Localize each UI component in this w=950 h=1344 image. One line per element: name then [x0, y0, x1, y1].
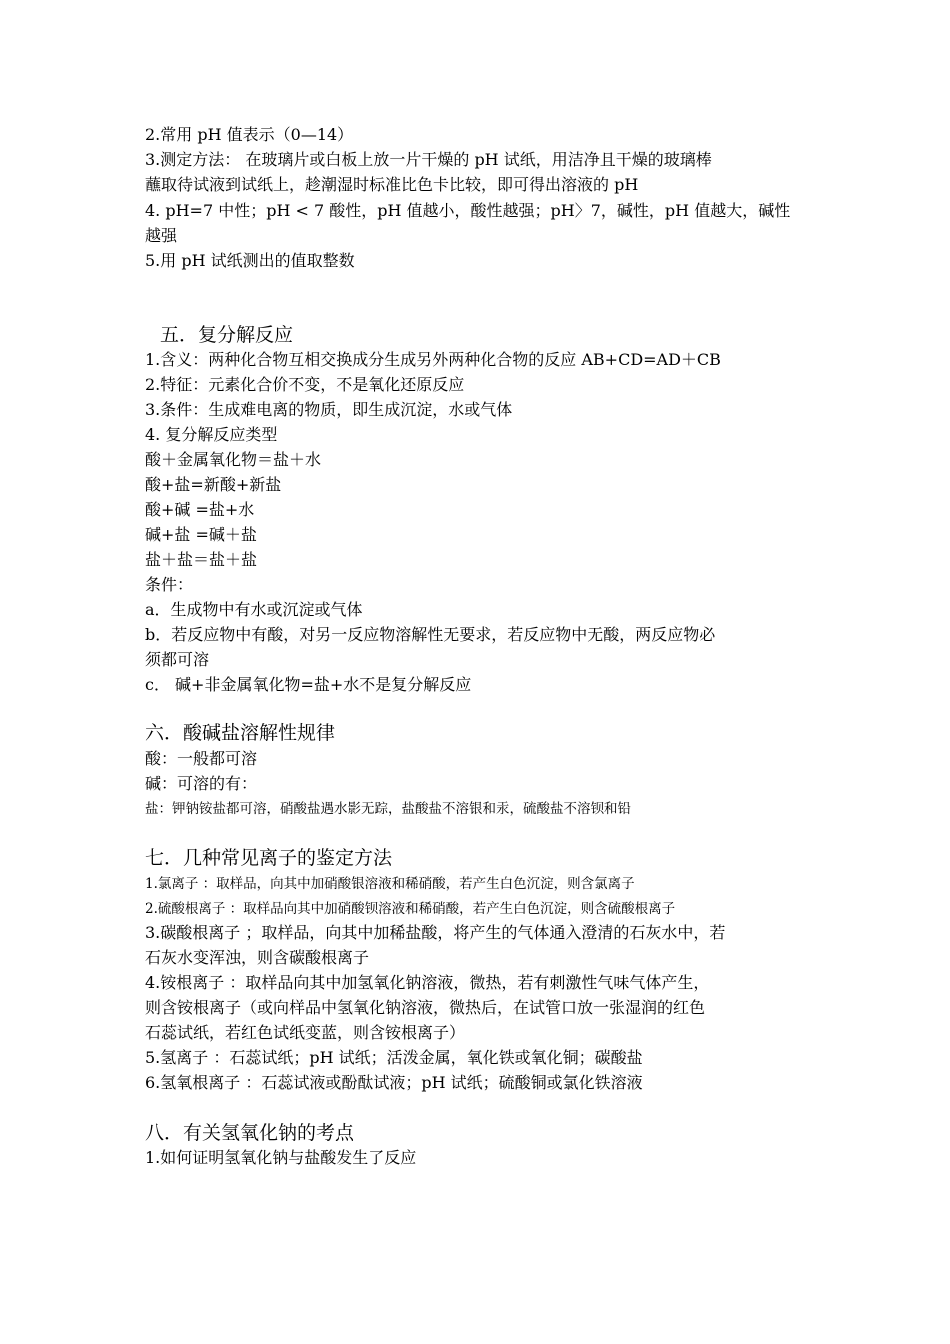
s7-line-3a: 3.碳酸根离子 ；取样品，向其中加稀盐酸，将产生的气体通入澄清的石灰水中，若 — [145, 923, 726, 942]
reaction-type-5: 盐＋盐＝盐＋盐 — [145, 550, 258, 569]
ph-line-3b: 蘸取待试液到试纸上，趁潮湿时标准比色卡比较，即可得出溶液的 pH — [145, 175, 639, 194]
section-7-heading: 七．几种常见离子的鉴定方法 — [145, 847, 393, 869]
s5-line-3: 3.条件：生成难电离的物质，即生成沉淀，水或气体 — [145, 400, 513, 419]
ph-line-4b: 越强 — [145, 226, 178, 245]
s6-base: 碱：可溶的有： — [145, 774, 258, 793]
ph-line-4a: 4. pH=7 中性；pH < 7 酸性，pH 值越小，酸性越强；pH〉7，碱性，pH 值越大，碱性 — [145, 201, 791, 220]
condition-b-1: b．若反应物中有酸，对另一反应物溶解性无要求，若反应物中无酸，两反应物必 — [145, 625, 716, 644]
ph-line-5: 5.用 pH 试纸测出的值取整数 — [145, 251, 355, 270]
section-8-heading: 八．有关氢氧化钠的考点 — [145, 1122, 355, 1144]
s6-acid: 酸：一般都可溶 — [145, 749, 258, 768]
condition-c: c． 碱+非金属氧化物=盐+水不是复分解反应 — [145, 675, 472, 694]
s7-line-6: 6.氢氧根离子 ：石蕊试液或酚酞试液；pH 试纸；硫酸铜或氯化铁溶液 — [145, 1073, 643, 1092]
s7-line-3b: 石灰水变浑浊，则含碳酸根离子 — [145, 948, 370, 967]
section-6-heading: 六．酸碱盐溶解性规律 — [145, 722, 336, 744]
s7-line-4b: 则含铵根离子（或向样品中氢氧化钠溶液，微热后，在试管口放一张湿润的红色 — [145, 998, 706, 1017]
section-5-heading: 五．复分解反应 — [160, 324, 294, 346]
conditions-label: 条件： — [145, 575, 194, 594]
ph-line-2: 2.常用 pH 值表示（0—14） — [145, 125, 354, 144]
s6-salt: 盐：钾钠铵盐都可溶，硝酸盐遇水影无踪，盐酸盐不溶银和汞，硫酸盐不溶钡和铅 — [145, 801, 631, 817]
condition-b-2: 须都可溶 — [145, 650, 210, 669]
s7-line-1: 1.氯离子 ：取样品，向其中加硝酸银溶液和稀硝酸，若产生白色沉淀，则含氯离子 — [145, 876, 635, 892]
condition-a: a．生成物中有水或沉淀或气体 — [145, 600, 363, 619]
s8-line-1: 1.如何证明氢氧化钠与盐酸发生了反应 — [145, 1148, 417, 1167]
reaction-type-3: 酸+碱 =盐+水 — [145, 500, 255, 519]
reaction-type-4: 碱+盐 =碱＋盐 — [145, 525, 257, 544]
s5-line-1: 1.含义：两种化合物互相交换成分生成另外两种化合物的反应 AB+CD=AD＋CB — [145, 350, 721, 369]
reaction-type-2: 酸+盐=新酸+新盐 — [145, 475, 282, 494]
s5-line-4: 4. 复分解反应类型 — [145, 425, 278, 444]
s7-line-2: 2.硫酸根离子 ：取样品向其中加硝酸钡溶液和稀硝酸，若产生白色沉淀，则含硫酸根离子 — [145, 901, 676, 917]
ph-line-3a: 3.测定方法： 在玻璃片或白板上放一片干燥的 pH 试纸，用洁净且干燥的玻璃棒 — [145, 150, 712, 169]
s5-line-2: 2.特征：元素化合价不变，不是氧化还原反应 — [145, 375, 465, 394]
s7-line-4c: 石蕊试纸，若红色试纸变蓝，则含铵根离子） — [145, 1023, 466, 1042]
reaction-type-1: 酸＋金属氧化物＝盐＋水 — [145, 450, 322, 469]
s7-line-5: 5.氢离子 ：石蕊试纸；pH 试纸；活泼金属，氧化铁或氧化铜；碳酸盐 — [145, 1048, 643, 1067]
s7-line-4a: 4.铵根离子 ：取样品向其中加氢氧化钠溶液，微热，若有刺激性气味气体产生， — [145, 973, 710, 992]
